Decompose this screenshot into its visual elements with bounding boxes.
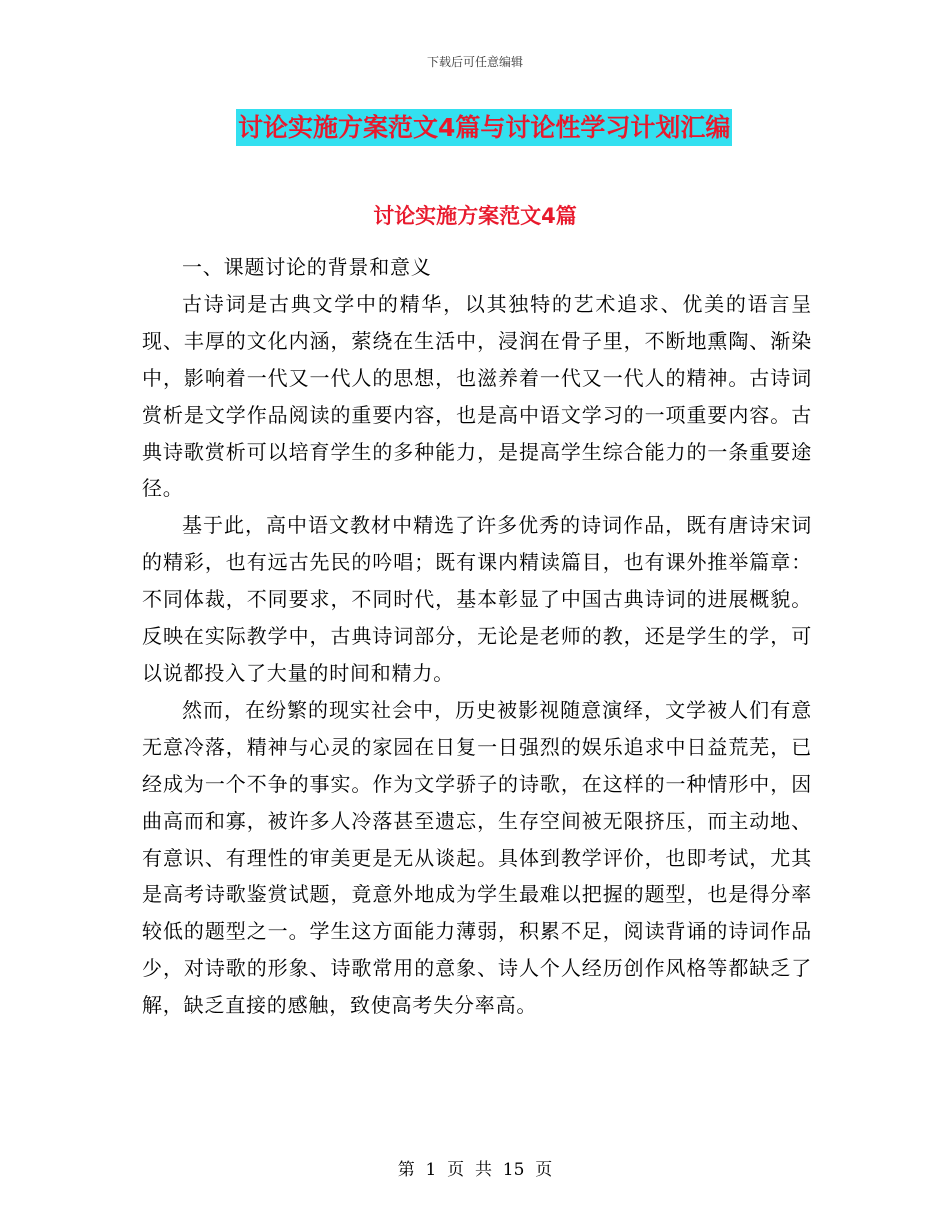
- section-title: 讨论实施方案范文4篇: [373, 204, 577, 228]
- body-paragraph: 基于此，高中语文教材中精选了许多优秀的诗词作品，既有唐诗宋词的精彩，也有远古先民的吟唱；既有课内精读篇目，也有课外推举篇章：不同体裁，不同要求，不同时代，基本彰显了中国古典诗词的进展概貌。反映在实际教学中，古典诗词部分，无论是老师的教，还是学生的学，可以说都投入了大量的时间和精力。: [142, 513, 812, 685]
- body-paragraph: 然而，在纷繁的现实社会中，历史被影视随意演绎，文学被人们有意无意冷落，精神与心灵的家园在日复一日强烈的娱乐追求中日益荒芜，已经成为一个不争的事实。作为文学骄子的诗歌，在这样的一种情形中，因曲高而和寡，被许多人冷落甚至遗忘，生存空间被无限挤压，而主动地、有意识、有理性的审美更是无从谈起。具体到教学评价，也即考试，尤其是高考诗歌鉴赏试题，竟意外地成为学生最难以把握的题型，也是得分率较低的题型之一。学生这方面能力薄弱，积累不足，阅读背诵的诗词作品少，对诗歌的形象、诗歌常用的意象、诗人个人经历创作风格等都缺乏了解，缺乏直接的感触，致使高考失分率高。: [142, 697, 812, 1018]
- section-heading: 一、课题讨论的背景和意义: [182, 255, 432, 279]
- page-number: 第 1 页 共 15 页: [397, 1160, 553, 1180]
- document-title: 讨论实施方案范文4篇与讨论性学习计划汇编: [236, 109, 732, 146]
- body-paragraph: 古诗词是古典文学中的精华，以其独特的艺术追求、优美的语言呈现、丰厚的文化内涵，萦绕在生活中，浸润在骨子里，不断地熏陶、渐染中，影响着一代又一代人的思想，也滋养着一代又一代人的精神。古诗词赏析是文学作品阅读的重要内容，也是高中语文学习的一项重要内容。古典诗歌赏析可以培育学生的多种能力，是提高学生综合能力的一条重要途径。: [142, 291, 812, 501]
- document-body: [142, 249, 812, 1024]
- header-note: 下载后可任意编辑: [426, 55, 523, 69]
